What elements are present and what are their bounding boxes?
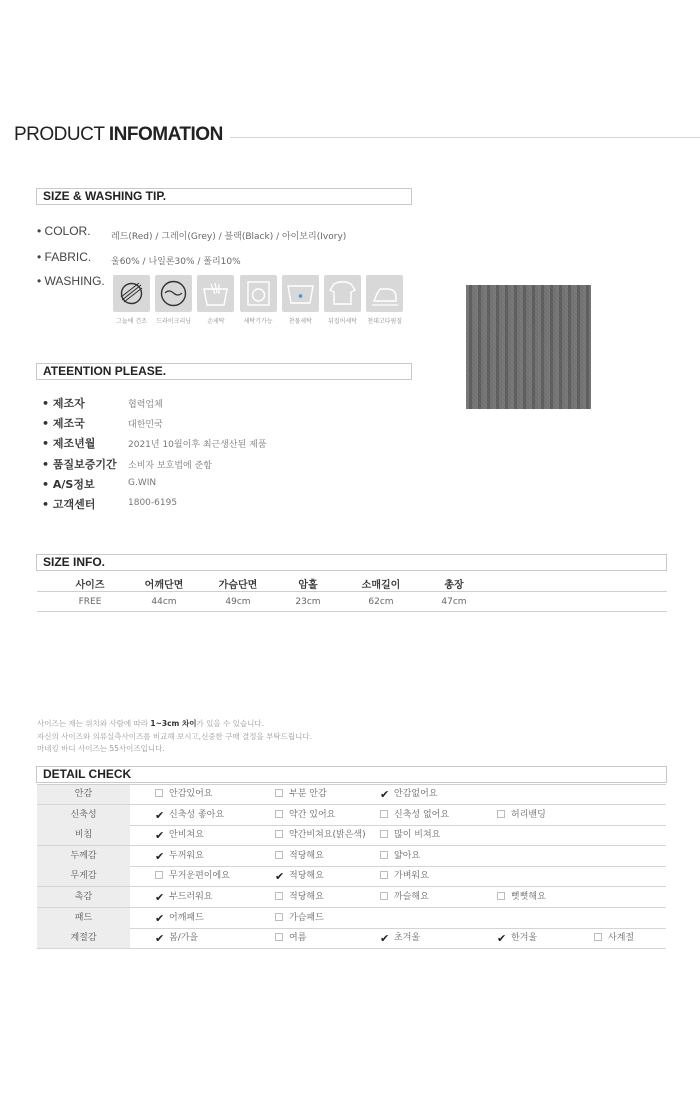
detail-check-option-label: 무거운편이에요 — [169, 871, 230, 882]
detail-check-option — [155, 825, 204, 845]
checkbox-icon — [275, 892, 283, 900]
checkbox-icon — [275, 789, 283, 797]
checkbox-icon — [380, 810, 388, 818]
attention-label: • 제조국 — [42, 417, 85, 431]
washing-icon-caption: 드라이크리닝 — [156, 318, 192, 325]
detail-check-option — [380, 846, 420, 866]
detail-check-option — [275, 805, 335, 825]
detail-check-option-label: 신축성 좋아요 — [169, 809, 225, 820]
detail-check-option-label: 적당해요 — [289, 892, 324, 902]
size-column-header: 어깨단면 — [144, 580, 184, 591]
checkbox-icon — [380, 871, 388, 879]
detail-check-option — [155, 784, 212, 804]
size-note-2: 자신의 사이즈와 의류실측사이즈를 비교해 보시고,신중한 구매 결정을 부탁드립니다. — [37, 732, 313, 741]
detail-check-option-label: 뻣뻣해요 — [511, 892, 546, 902]
attention-value: G.WIN — [128, 477, 157, 488]
fabric-swatch-image — [466, 285, 591, 409]
detail-check-option-label: 신축성 없어요 — [394, 809, 450, 820]
detail-check-option-label: 얇아요 — [394, 850, 421, 861]
detail-check-option-label: 안비쳐요 — [169, 830, 204, 841]
detail-check-row — [37, 887, 666, 908]
dry-clean-icon — [155, 275, 192, 312]
checkmark-icon — [155, 851, 163, 859]
attention-label: • 제조년월 — [42, 437, 96, 451]
detail-check-option — [380, 887, 429, 907]
attention-label: • 고객센터 — [42, 498, 96, 511]
detail-check-option-label: 허리밴딩 — [511, 809, 546, 820]
checkmark-icon — [497, 933, 505, 941]
detail-check-option-label: 여름 — [289, 933, 307, 944]
washing-icon-caption: 손세탁 — [207, 318, 225, 325]
detail-check-label: 계절감 — [37, 928, 130, 948]
detail-check-option-label: 적당해요 — [289, 871, 324, 882]
detail-check-option — [275, 928, 306, 948]
detail-check-option — [275, 825, 366, 845]
size-column-header: 암홀 — [298, 580, 318, 591]
detail-check-option — [275, 784, 327, 804]
detail-check-option — [275, 846, 324, 866]
checkbox-icon — [380, 851, 388, 859]
checkbox-icon — [275, 913, 283, 921]
hand-wash-icon — [197, 275, 234, 312]
machine-wash-icon — [240, 275, 277, 312]
detail-check-label: 신축성 — [37, 805, 130, 825]
washing-section-header — [36, 188, 412, 205]
size-cell: 49cm — [225, 597, 251, 607]
detail-check-row — [37, 866, 666, 887]
detail-check-option-label: 적당해요 — [289, 850, 324, 861]
page-title — [14, 124, 223, 146]
detail-check-option-label: 안감없어요 — [394, 789, 438, 799]
checkbox-icon — [497, 810, 505, 818]
detail-check-option-label: 두꺼워요 — [169, 850, 204, 861]
detail-check-option — [275, 908, 324, 928]
detail-check-option — [497, 887, 546, 907]
color-label: • COLOR. — [37, 224, 91, 238]
attention-section-heading: ATEENTION PLEASE. — [43, 364, 167, 378]
size-column-header: 총장 — [444, 580, 464, 591]
checkbox-icon — [497, 892, 505, 900]
attention-value: 1800-6195 — [128, 498, 178, 508]
shade-dry-icon — [113, 275, 150, 312]
detail-check-option — [380, 825, 440, 845]
washing-icon-caption: 세탁기가능 — [243, 318, 273, 325]
detail-check-option-label: 봄/가을 — [169, 933, 199, 944]
size-column-header: 소매길이 — [361, 580, 401, 591]
size-column-header: 가슴단면 — [218, 580, 258, 591]
detail-check-header — [36, 766, 667, 783]
fabric-value: 울60% / 나일론30% / 폴리10% — [111, 257, 241, 267]
detail-check-option-label: 어깨패드 — [169, 912, 204, 923]
attention-label: • A/S정보 — [42, 477, 95, 491]
note-emphasis: 1~3cm 차이 — [150, 719, 197, 728]
detail-check-option — [594, 928, 634, 948]
detail-check-label: 패드 — [37, 908, 130, 928]
size-cell: 62cm — [368, 597, 394, 607]
note-text: 사이즈는 재는 위치와 사람에 따라 — [37, 719, 151, 728]
checkbox-icon — [275, 810, 283, 818]
detail-check-option — [275, 887, 324, 907]
attention-label: • 품질보증기간 — [42, 457, 117, 471]
checkmark-icon — [155, 913, 163, 921]
attention-value: 협력업체 — [128, 400, 163, 410]
title-divider — [230, 137, 700, 138]
detail-check-row — [37, 846, 666, 867]
attention-section-header — [36, 363, 412, 380]
detail-check-option-label: 한겨울 — [511, 933, 538, 944]
detail-check-option-label: 가슴패드 — [289, 912, 324, 923]
detail-check-row — [37, 805, 666, 826]
checkbox-icon — [275, 933, 283, 941]
note-text: 가 있을 수 있습니다. — [196, 719, 264, 728]
detail-check-option — [380, 784, 437, 804]
detail-check-option-label: 약간비쳐요(밝은색) — [289, 830, 366, 841]
detail-check-heading: DETAIL CHECK — [43, 767, 132, 781]
attention-label: • 제조자 — [42, 397, 85, 410]
washing-icon-caption: 그늘에 건조 — [116, 318, 147, 325]
detail-check-option-label: 약간 있어요 — [289, 809, 336, 820]
size-cell: 23cm — [295, 597, 321, 607]
detail-check-option — [155, 866, 230, 886]
washing-section-heading: SIZE & WASHING TIP. — [43, 189, 167, 203]
checkbox-icon — [275, 851, 283, 859]
detail-check-label: 무게감 — [37, 866, 130, 886]
checkbox-icon — [155, 789, 163, 797]
detail-check-option — [155, 928, 198, 948]
detail-check-row — [37, 784, 666, 805]
checkmark-icon — [380, 933, 388, 941]
attention-value: 2021년 10월이후 최근생산된 제품 — [128, 440, 267, 451]
detail-check-option — [275, 866, 324, 886]
detail-check-row — [37, 908, 666, 929]
checkbox-icon — [380, 892, 388, 900]
size-section-heading: SIZE INFO. — [43, 555, 106, 569]
size-cell: 44cm — [151, 597, 177, 607]
title-bold: INFOMATION — [108, 124, 223, 145]
title-light: PRODUCT — [14, 124, 109, 145]
detail-check-option-label: 많이 비쳐요 — [394, 830, 441, 841]
detail-check-row — [37, 928, 666, 949]
detail-check-option — [155, 887, 212, 907]
size-section-header — [36, 554, 667, 571]
detail-check-option — [155, 805, 224, 825]
checkbox-icon — [275, 830, 283, 838]
washing-icon-caption: 뒤집어세탁 — [328, 318, 357, 325]
checkmark-icon — [275, 871, 283, 879]
size-cell: 47cm — [441, 597, 467, 607]
detail-check-option — [155, 846, 204, 866]
size-cell: FREE — [78, 597, 102, 607]
checkbox-icon — [380, 830, 388, 838]
size-table-divider — [37, 611, 667, 612]
checkmark-icon — [155, 933, 163, 941]
size-note-1 — [37, 718, 264, 729]
inside-out-wash-icon — [324, 275, 361, 312]
detail-check-option-label: 부드러워요 — [169, 892, 213, 902]
size-column-header: 사이즈 — [75, 580, 105, 591]
ironing-cloth-icon — [366, 275, 403, 312]
fabric-label: • FABRIC. — [37, 250, 92, 264]
detail-check-option-label: 안감있어요 — [169, 789, 213, 799]
checkmark-icon — [380, 789, 388, 797]
detail-check-label: 두께감 — [37, 846, 130, 866]
detail-check-label: 안감 — [37, 784, 130, 804]
detail-check-option-label: 가벼워요 — [394, 871, 429, 882]
detail-check-option-label: 초겨울 — [394, 933, 421, 944]
checkbox-icon — [594, 933, 602, 941]
attention-value: 소비자 보호법에 준함 — [128, 460, 212, 471]
checkmark-icon — [155, 892, 163, 900]
washing-icon-caption: 찬물세탁 — [288, 318, 312, 325]
size-note-3: 마네킹 바디 사이즈는 55사이즈입니다. — [37, 744, 165, 753]
detail-check-option-label: 사계절 — [608, 933, 635, 944]
checkmark-icon — [155, 830, 163, 838]
checkbox-icon — [155, 871, 163, 879]
washing-icon-caption: 천대고다림질 — [367, 318, 403, 325]
detail-check-label: 비침 — [37, 825, 130, 845]
color-value: 레드(Red) / 그레이(Grey) / 블랙(Black) / 아이보리(Ivory) — [111, 232, 347, 242]
detail-check-option — [155, 908, 204, 928]
detail-check-option-label: 까슬해요 — [394, 892, 429, 902]
detail-check-option — [380, 805, 449, 825]
detail-check-option — [497, 928, 537, 948]
washing-label: • WASHING. — [37, 274, 105, 288]
attention-value: 대한민국 — [128, 420, 163, 431]
size-table-divider — [37, 591, 667, 592]
detail-check-option — [380, 928, 420, 948]
detail-check-option — [497, 805, 546, 825]
detail-check-label: 촉감 — [37, 887, 130, 907]
detail-check-top-border — [37, 784, 666, 785]
detail-check-option — [380, 866, 429, 886]
detail-check-row — [37, 825, 666, 846]
checkmark-icon — [155, 810, 163, 818]
detail-check-option-label: 부분 안감 — [289, 789, 327, 799]
neutral-wash-icon — [282, 275, 319, 312]
